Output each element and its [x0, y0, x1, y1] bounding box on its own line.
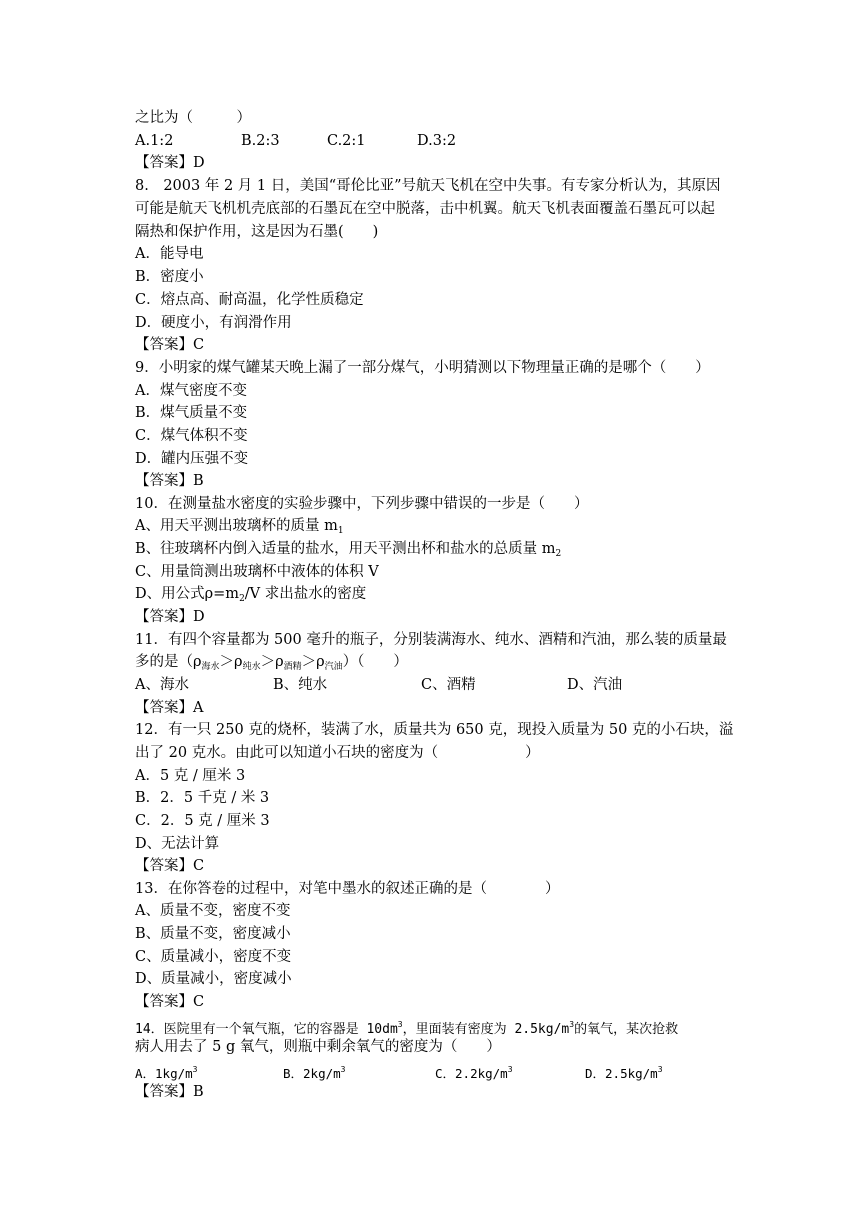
- q7-stem-tail: 之比为（ ）: [135, 110, 251, 126]
- q12-option-c: C．2．5 克 / 厘米 3: [135, 813, 270, 829]
- q10-option-a-sub: 1: [337, 526, 344, 536]
- q11-answer: 【答案】A: [135, 700, 204, 716]
- q9-option-d: D．罐内压强不变: [135, 451, 249, 467]
- q14-option-b-sup: 3: [340, 1065, 346, 1074]
- q11-sub-seawater: 海水: [201, 662, 220, 672]
- q11-line2-post: ）（ ）: [342, 654, 408, 670]
- q14-sup-b: 3: [569, 1020, 575, 1029]
- q11-sub-purewater: 纯水: [242, 662, 261, 672]
- q10-answer: 【答案】D: [135, 609, 205, 625]
- q13-option-b: B、质量不变，密度减小: [135, 926, 291, 942]
- q14-line1-c: 的氧气，某次抢救: [574, 1022, 679, 1037]
- q9-answer: 【答案】B: [135, 473, 204, 489]
- q10-option-d-sub: 2: [239, 594, 245, 604]
- q7-option-b: B.2:3: [241, 133, 280, 149]
- q10-option-d-pre: D、用公式ρ=m: [135, 586, 240, 602]
- q14-option-d-sup: 3: [657, 1065, 663, 1074]
- q8-answer: 【答案】C: [135, 337, 205, 353]
- q11-sub-gasoline: 汽油: [324, 662, 343, 672]
- q10-option-d-post: /V 求出盐水的密度: [244, 586, 367, 602]
- q10-option-a-text: A、用天平测出玻璃杯的质量 m: [135, 518, 338, 534]
- q14-option-a-sup: 3: [192, 1065, 198, 1074]
- q14-option-d: [585, 1060, 663, 1084]
- q13-answer: 【答案】C: [135, 994, 205, 1010]
- q14-option-a: [135, 1060, 283, 1084]
- q10-option-a: [135, 516, 344, 536]
- q10-option-c: C、用量筒测出玻璃杯中液体的体积 V: [135, 564, 379, 580]
- q13-option-c: C、质量减小，密度不变: [135, 949, 292, 965]
- q10-option-b-sub: 2: [555, 549, 562, 559]
- q12-stem-line2: 出了 20 克水。由此可以知道小石块的密度为（ ）: [135, 745, 540, 761]
- q10-option-d: [135, 584, 366, 604]
- q11-options: [135, 675, 622, 695]
- q9-option-a: A．煤气密度不变: [135, 383, 247, 399]
- q11-stem-line2: [135, 652, 408, 672]
- q10-option-b-text: B、往玻璃杯内倒入适量的盐水，用天平测出杯和盐水的总质量 m: [135, 541, 556, 557]
- q12-option-b: B．2．5 千克 / 米 3: [135, 790, 270, 806]
- q14-stem-line2: 病人用去了 5 g 氧气，则瓶中剩余氧气的密度为（ ）: [135, 1039, 501, 1055]
- q11-gt3: ＞ρ: [301, 654, 325, 670]
- q10-stem: 10．在测量盐水密度的实验步骤中，下列步骤中错误的一步是（ ）: [135, 496, 589, 512]
- q14-option-c-sup: 3: [507, 1065, 513, 1074]
- q13-stem: 13．在你答卷的过程中，对笔中墨水的叙述正确的是（ ）: [135, 881, 560, 897]
- q7-option-d: D.3:2: [417, 133, 457, 149]
- q14-sup-a: 3: [397, 1020, 403, 1029]
- q8-stem-line3: 隔热和保护作用，这是因为石墨( ): [135, 224, 379, 240]
- q11-gt1: ＞ρ: [219, 654, 243, 670]
- q8-stem-line2: 可能是航天飞机机壳底部的石墨瓦在空中脱落，击中机翼。航天飞机表面覆盖石墨瓦可以起: [135, 201, 715, 217]
- q14-line1-a: 14．医院里有一个氧气瓶，它的容器是 10dm: [135, 1022, 398, 1037]
- q14-option-b: [283, 1060, 435, 1084]
- q12-option-d: D、无法计算: [135, 836, 220, 852]
- q9-option-b: B．煤气质量不变: [135, 405, 248, 421]
- q11-gt2: ＞ρ: [260, 654, 284, 670]
- q11-line2-pre: 多的是（ρ: [135, 654, 202, 670]
- q14-options: [135, 1060, 663, 1080]
- q7-option-a: A.1:2: [135, 133, 174, 149]
- q14-answer: 【答案】B: [135, 1084, 204, 1100]
- q8-option-a: A．能导电: [135, 246, 204, 262]
- q7-answer: 【答案】D: [135, 155, 205, 171]
- q8-stem-line1: 8. 2003 年 2 月 1 日，美国“哥伦比亚”号航天飞机在空中失事。有专家分析认为，其原因: [135, 178, 721, 194]
- q7-options: [135, 131, 456, 151]
- q7-option-c: C.2:1: [327, 133, 366, 149]
- q12-option-a: A．5 克 / 厘米 3: [135, 768, 246, 784]
- q11-option-b: B、纯水: [273, 677, 328, 693]
- q11-sub-alcohol: 酒精: [283, 662, 302, 672]
- q14-line1-b: ，里面装有密度为 2.5kg/m: [402, 1022, 570, 1037]
- q14-option-c: [435, 1060, 585, 1084]
- q10-option-b: [135, 539, 561, 559]
- q11-option-d: D、汽油: [567, 677, 623, 693]
- q11-option-c: C、酒精: [421, 677, 476, 693]
- q13-option-a: A、质量不变，密度不变: [135, 903, 291, 919]
- q9-stem: 9．小明家的煤气罐某天晚上漏了一部分煤气，小明猜测以下物理量正确的是哪个（ ）: [135, 360, 710, 376]
- q13-option-d: D、质量减小，密度减小: [135, 971, 292, 987]
- q11-stem-line1: 11．有四个容量都为 500 毫升的瓶子，分别装满海水、纯水、酒精和汽油，那么装的质量最: [135, 632, 727, 648]
- q9-option-c: C．煤气体积不变: [135, 428, 248, 444]
- q14-option-a-text: A．1kg/m: [135, 1066, 193, 1081]
- q14-option-d-text: D．2.5kg/m: [585, 1066, 658, 1081]
- q14-option-b-text: B．2kg/m: [283, 1066, 341, 1081]
- q14-stem-line1: [135, 1015, 678, 1035]
- q12-answer: 【答案】C: [135, 858, 205, 874]
- q11-option-a: A、海水: [135, 677, 189, 693]
- q8-option-b: B．密度小: [135, 269, 204, 285]
- q8-option-d: D．硬度小，有润滑作用: [135, 315, 292, 331]
- q8-option-c: C．熔点高、耐高温，化学性质稳定: [135, 292, 364, 308]
- q12-stem-line1: 12．有一只 250 克的烧杯，装满了水，质量共为 650 克，现投入质量为 50 克的小石块，溢: [135, 722, 734, 738]
- q14-option-c-text: C．2.2kg/m: [435, 1066, 508, 1081]
